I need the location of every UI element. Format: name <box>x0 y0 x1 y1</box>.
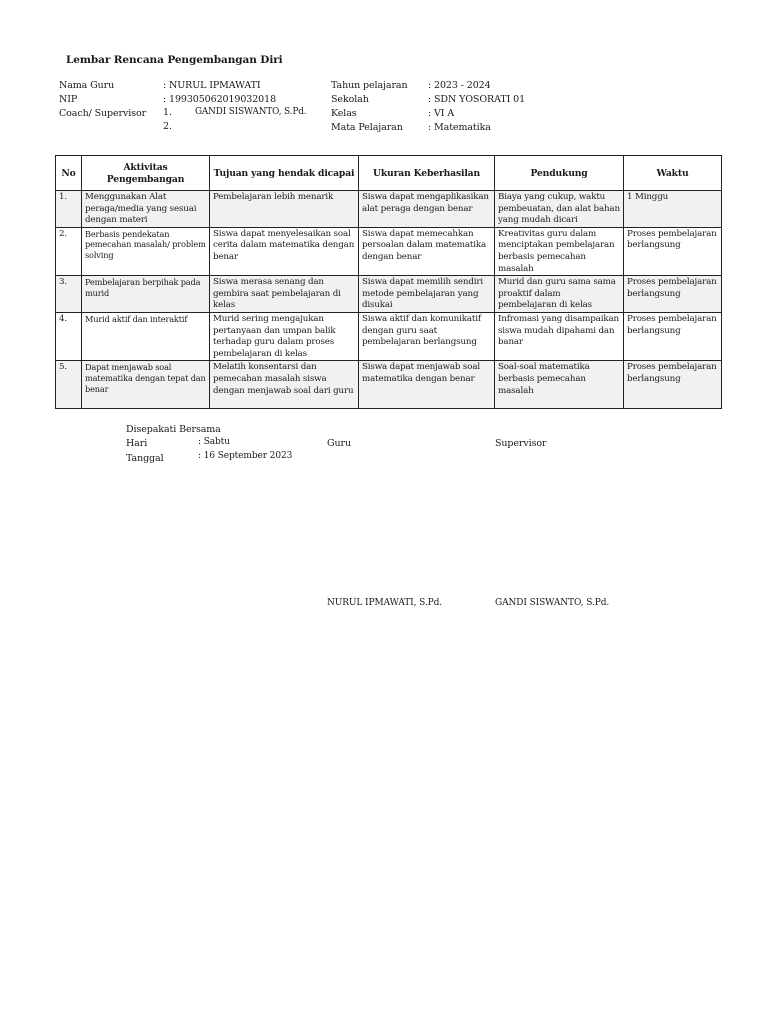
nip-value: : 199305062019032018 <box>163 94 277 105</box>
coach-label: Coach/ Supervisor <box>59 108 147 119</box>
sekolah-label: Sekolah <box>331 94 369 105</box>
coach-1-name: GANDI SISWANTO, S.Pd. <box>195 107 307 117</box>
kelas-value: : VI A <box>428 108 455 119</box>
kelas-label: Kelas <box>331 108 357 119</box>
cell-ukuran: Siswa dapat memilih sendiri metode pembelajaran yang disukai <box>359 276 495 313</box>
cell-ukuran: Siswa aktif dan komunikatif dengan guru saat pembelajaran berlangsung <box>359 312 495 360</box>
cell-tujuan: Murid sering mengajukan pertanyaan dan umpan balik terhadap guru dalam proses pembelajaran di kelas <box>210 312 359 360</box>
nip-label: NIP <box>59 94 78 105</box>
guru-label: Guru <box>327 438 351 449</box>
cell-waktu: Proses pembelajaran berlangsung <box>624 276 722 313</box>
table-row <box>56 191 722 228</box>
cell-no: 3. <box>56 276 82 313</box>
header-waktu: Waktu <box>624 156 722 191</box>
nama-guru-label: Nama Guru <box>59 80 115 91</box>
cell-waktu: Proses pembelajaran berlangsung <box>624 361 722 409</box>
table-row <box>56 227 722 275</box>
cell-ukuran: Siswa dapat memecahkan persoalan dalam matematika dengan benar <box>359 227 495 275</box>
header-no: No <box>56 156 82 191</box>
guru-signature-name: NURUL IPMAWATI, S.Pd. <box>327 598 442 608</box>
nama-guru-value: : NURUL IPMAWATI <box>163 80 261 91</box>
coach-1-number: 1. <box>163 107 172 118</box>
header-pendukung: Pendukung <box>495 156 624 191</box>
tahun-pelajaran-label: Tahun pelajaran <box>331 80 408 91</box>
cell-waktu: 1 Minggu <box>624 191 722 228</box>
coach-2-number: 2. <box>163 121 172 132</box>
table-row <box>56 361 722 409</box>
cell-aktivitas: Berbasis pendekatan pemecahan masalah/ problem solving <box>82 227 210 275</box>
header-aktivitas: Aktivitas Pengembangan <box>82 156 210 191</box>
hari-value: : Sabtu <box>198 437 230 447</box>
cell-waktu: Proses pembelajaran berlangsung <box>624 312 722 360</box>
cell-aktivitas: Dapat menjawab soal matematika dengan tepat dan benar <box>82 361 210 409</box>
tahun-pelajaran-value: : 2023 - 2024 <box>428 80 491 91</box>
header-ukuran: Ukuran Keberhasilan <box>359 156 495 191</box>
cell-pendukung: Soal-soal matematika berbasis pemecahan masalah <box>495 361 624 409</box>
mata-pelajaran-value: : Matematika <box>428 122 491 133</box>
tanggal-value: : 16 September 2023 <box>198 451 293 461</box>
cell-pendukung: Kreativitas guru dalam menciptakan pembelajaran berbasis pemecahan masalah <box>495 227 624 275</box>
cell-ukuran: Siswa dapat mengaplikasikan alat peraga dengan benar <box>359 191 495 228</box>
cell-ukuran: Siswa dapat menjawab soal matematika dengan benar <box>359 361 495 409</box>
cell-waktu: Proses pembelajaran berlangsung <box>624 227 722 275</box>
cell-tujuan: Pembelajaran lebih menarik <box>210 191 359 228</box>
document-title: Lembar Rencana Pengembangan Diri <box>66 54 283 66</box>
development-plan-table <box>55 155 722 409</box>
cell-no: 5. <box>56 361 82 409</box>
supervisor-signature-name: GANDI SISWANTO, S.Pd. <box>495 598 610 608</box>
cell-no: 1. <box>56 191 82 228</box>
cell-no: 4. <box>56 312 82 360</box>
table-row <box>56 312 722 360</box>
cell-no: 2. <box>56 227 82 275</box>
cell-tujuan: Melatih konsentarsi dan pemecahan masalah siswa dengan menjawab soal dari guru <box>210 361 359 409</box>
header-tujuan: Tujuan yang hendak dicapai <box>210 156 359 191</box>
cell-aktivitas: Murid aktif dan interaktif <box>82 312 210 360</box>
cell-pendukung: Infromasi yang disampaikan siswa mudah dipahami dan banar <box>495 312 624 360</box>
cell-aktivitas: Menggunakan Alat peraga/media yang sesuai dengan materi <box>82 191 210 228</box>
cell-aktivitas: Pembelajaran berpihak pada murid <box>82 276 210 313</box>
table-row <box>56 276 722 313</box>
cell-pendukung: Murid dan guru sama sama proaktif dalam pembelajaran di kelas <box>495 276 624 313</box>
cell-tujuan: Siswa merasa senang dan gembira saat pembelajaran di kelas <box>210 276 359 313</box>
mata-pelajaran-label: Mata Pelajaran <box>331 122 403 133</box>
tanggal-label: Tanggal <box>126 453 164 464</box>
agreement-heading: Disepakati Bersama <box>126 424 221 435</box>
table-header-row <box>56 156 722 191</box>
supervisor-label: Supervisor <box>495 438 547 449</box>
cell-pendukung: Biaya yang cukup, waktu pembeuatan, dan alat bahan yang mudah dicari <box>495 191 624 228</box>
sekolah-value: : SDN YOSORATI 01 <box>428 94 526 105</box>
cell-tujuan: Siswa dapat menyelesaikan soal cerita dalam matematika dengan benar <box>210 227 359 275</box>
hari-label: Hari <box>126 438 148 449</box>
